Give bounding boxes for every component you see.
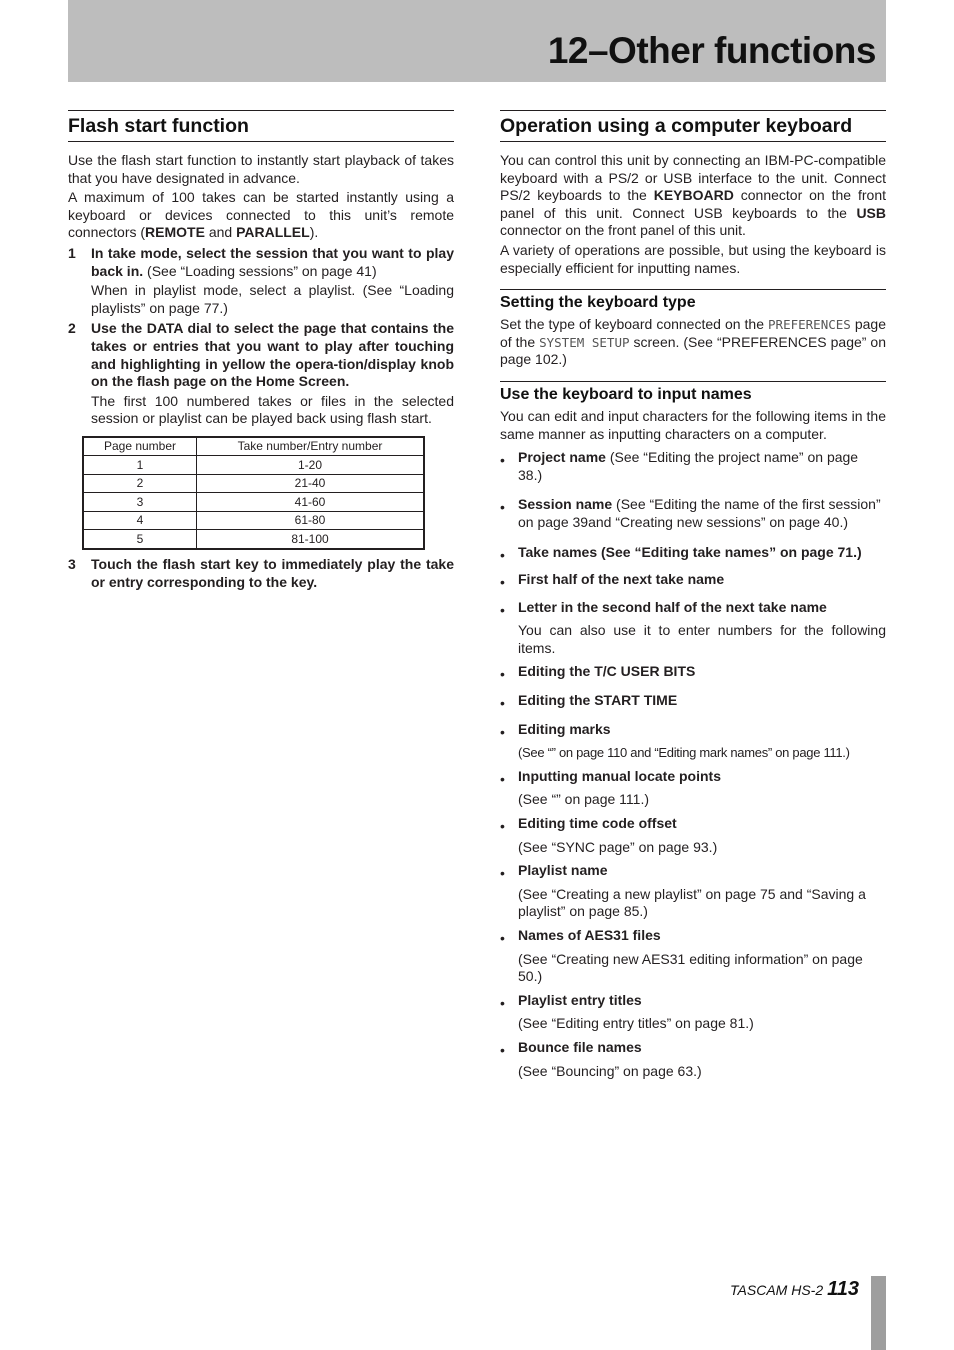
list-item: • Take names (See “Editing take names” on page 71.) — [500, 543, 862, 563]
table-header: Take number/Entry number — [197, 437, 425, 456]
list-item: • Editing time code offset (See “SYNC page” on page 93.) — [500, 815, 718, 855]
number-items-list — [500, 663, 886, 1080]
keyboard-type-text: Set the type of keyboard connected on the PREFERENCES page of the SYSTEM SETUP screen. (See “PREFERENCES page” on page 102.) — [500, 316, 886, 368]
page-thumb-tab — [871, 1276, 886, 1350]
product-name: TASCAM HS-2 — [730, 1282, 824, 1298]
keyboard-intro-2: A variety of operations are possible, but using the keyboard is especially efficient for inputting names. — [500, 241, 886, 276]
input-names-intro: You can edit and input characters for the following items in the same manner as inputting characters on a computer. — [500, 407, 886, 442]
table-row: 4 61-80 — [83, 511, 424, 530]
name-items-list — [500, 449, 886, 616]
left-column — [68, 110, 454, 591]
input-names-heading: Use the keyboard to input names — [500, 381, 886, 405]
table-row: 5 81-100 — [83, 530, 424, 549]
table-header: Page number — [83, 437, 197, 456]
flash-start-heading: Flash start function — [68, 110, 454, 142]
right-column — [500, 110, 886, 1080]
keyboard-intro-1: You can control this unit by connecting an IBM-PC-compatible keyboard with a PS/2 or USB interface to the unit. Connect PS/2 keyboards to the KEYBOARD connector on the front panel of this unit. Connect USB keyboards to the USB connector on the front panel of this unit. — [500, 152, 887, 239]
table-row: 2 21-40 — [83, 474, 424, 493]
list-item: • Editing marks (See “” on page 110 and “Editing mark names” on page 111.) — [500, 720, 850, 761]
list-item: • Editing the T/C USER BITS — [500, 663, 696, 683]
table-row: 1 1-20 — [83, 456, 424, 475]
list-item: • Playlist entry titles (See “Editing entry titles” on page 81.) — [500, 991, 754, 1032]
keyboard-type-heading: Setting the keyboard type — [500, 289, 886, 313]
step-1: 1 In take mode, select the session that you want to play back in. (See “Loading sessions” on page 41) When in playlist mode, select a playlist. (See “Loading playlists” on page 77.) — [68, 244, 454, 316]
chapter-title: 12–Other functions — [547, 30, 876, 71]
chapter-banner — [68, 0, 886, 82]
list-item: • Inputting manual locate points (See “” on page 111.) — [500, 767, 721, 808]
page-number: 113 — [827, 1278, 859, 1300]
list-item: • Editing the START TIME — [500, 692, 678, 712]
page-footer — [730, 1278, 859, 1301]
list-item: • First half of the next take name — [500, 571, 725, 591]
list-item: • Bounce file names (See “Bouncing” on page 63.) — [500, 1038, 702, 1079]
flash-intro-2: A maximum of 100 takes can be started instantly using a keyboard or devices connected to this unit’s remote connectors (REMOTE and PARALLEL). — [68, 189, 454, 241]
flash-intro-1: Use the flash start function to instantly start playback of takes that you have designated in advance. — [68, 152, 454, 186]
list-item: • Session name (See “Editing the name of the first session” on page 39and “Creating new sessions” on page 40.) — [500, 496, 881, 530]
list-item: • Playlist name (See “Creating a new playlist” on page 75 and “Saving a playlist” on page 85.) — [500, 862, 866, 920]
keyboard-operation-heading: Operation using a computer keyboard — [500, 110, 886, 142]
flash-page-table — [82, 436, 425, 550]
list-item: • Names of AES31 files (See “Creating new AES31 editing information” on page 50.) — [500, 927, 863, 985]
list-item: • Letter in the second half of the next take name — [500, 598, 827, 618]
numbers-note: You can also use it to enter numbers for the following items. — [518, 622, 886, 656]
list-item: • Project name (See “Editing the project name” on page 38.) — [500, 449, 859, 483]
step-3: 3 Touch the flash start key to immediately play the take or entry corresponding to the key. — [68, 555, 454, 590]
step-2: 2 Use the DATA dial to select the page that contains the takes or entries that you want to play after touching and highlighting in yellow the opera-tion/display knob on the flash page on the Home Screen. The first 100 numbered takes or files in the selected session or playlist can be played back using flash start. — [68, 320, 454, 427]
table-row: 3 41-60 — [83, 493, 424, 512]
